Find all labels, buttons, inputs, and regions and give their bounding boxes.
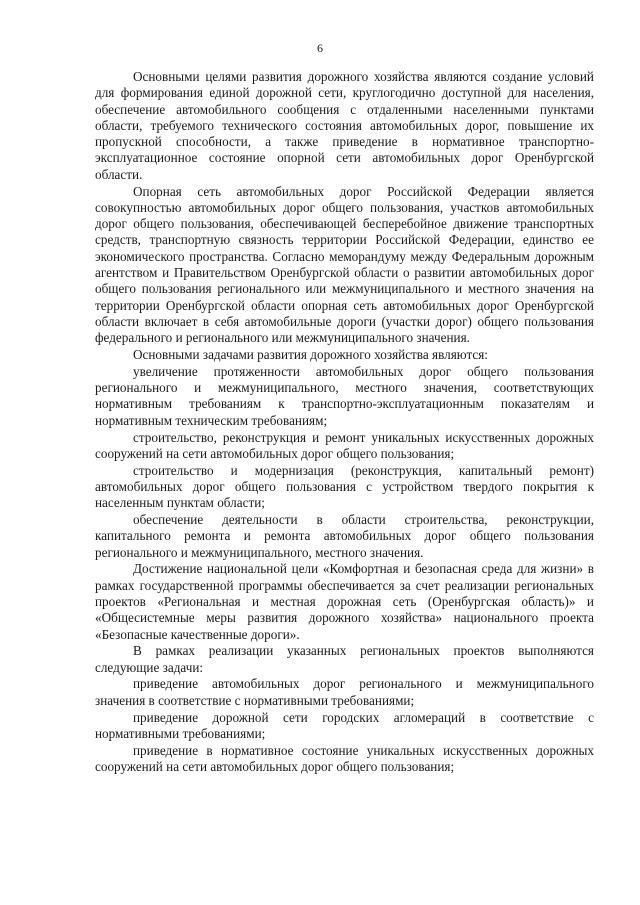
paragraph: Достижение национальной цели «Комфортная и безопасная среда для жизни» в рамках государственной программы обеспечивается за счет реализации региональных проектов «Региональная и местная дорожная сеть (Оренбургская область)» и «Общесистемные меры развития дорожного хозяйства» национального проекта «Безопасные качественные дороги». (95, 561, 594, 642)
list-item: обеспечение деятельности в области строительства, реконструкции, капитального ремонта и ремонта автомобильных дорог общего пользования регионального и межмуниципального, местного значения. (95, 512, 594, 560)
paragraph: Опорная сеть автомобильных дорог Российской Федерации является совокупностью автомобильных дорог общего пользования, участков автомобильных дорог общего пользования, обеспечивающей бесперебойное движение транспортных средств, транспортную связность территории Российской Федерации, единство ее экономического пространства. Согласно меморандуму между Федеральным дорожным агентством и Правительством Оренбургской области о развитии автомобильных дорог общего пользования регионального или межмуниципального и местного значения на территории Оренбургской области опорная сеть автомобильных дорог Оренбургской области включает в себя автомобильные дороги (участки дорог) общего пользования федерального и регионального или межмуниципального значения. (95, 183, 594, 346)
list-item: приведение дорожной сети городских агломераций в соответствие с нормативными требованиями; (95, 709, 594, 741)
list-item: строительство, реконструкция и ремонт уникальных искусственных дорожных сооружений на сети автомобильных дорог общего пользования; (95, 429, 594, 461)
paragraph: Основными целями развития дорожного хозяйства являются создание условий для формирования единой дорожной сети, круглогодично доступной для населения, обеспечение автомобильного сообщения с отдаленными населенными пунктами области, требуемого технического состояния автомобильных дорог, повышение их пропускной способности, а также приведение в нормативное транспортно-эксплуатационное состояние опорной сети автомобильных дорог Оренбургской области. (95, 69, 594, 182)
list-item: приведение автомобильных дорог регионального и межмуниципального значения в соответствие с нормативными требованиями; (95, 676, 594, 708)
list-item: строительство и модернизация (реконструкция, капитальный ремонт) автомобильных дорог общего пользования с устройством твердого покрытия к населенным пунктам области; (95, 462, 594, 511)
document-body (95, 69, 594, 775)
page-number: 6 (317, 41, 323, 55)
paragraph: В рамках реализации указанных региональных проектов выполняются следующие задачи: (95, 643, 594, 675)
list-item: приведение в нормативное состояние уникальных искусственных дорожных сооружений на сети автомобильных дорог общего пользования; (95, 742, 594, 774)
list-item: увеличение протяженности автомобильных дорог общего пользования регионального и межмуниципального, местного значения, соответствующих нормативным требованиям к транспортно-эксплуатационным показателям и нормативным техническим требованиям; (95, 363, 594, 428)
paragraph: Основными задачами развития дорожного хозяйства являются: (133, 347, 488, 363)
